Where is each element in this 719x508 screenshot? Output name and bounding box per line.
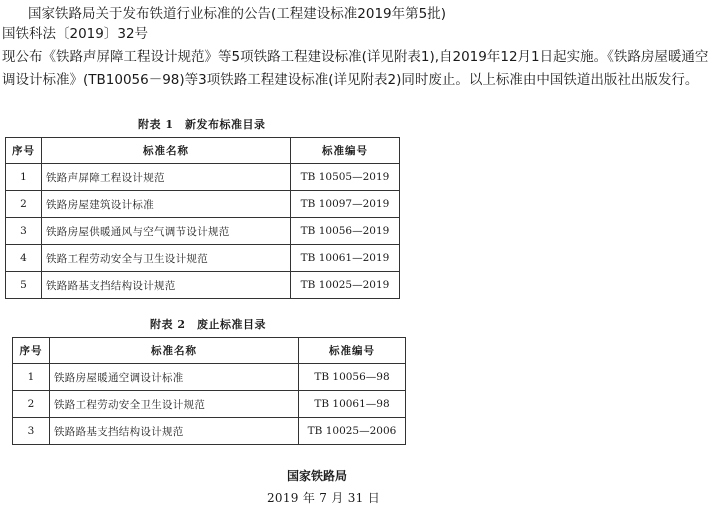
issue-date: 2019 年 7 月 31 日 — [267, 491, 381, 505]
page-title: 国家铁路局关于发布铁道行业标准的公告(工程建设标准2019年第5批) — [28, 6, 446, 22]
table-row — [13, 391, 406, 418]
row-code: TB 10056—2019 — [291, 218, 400, 245]
row-code: TB 10025—2019 — [291, 272, 400, 299]
header-code: 标准编号 — [299, 338, 406, 364]
row-name: 铁路工程劳动安全与卫生设计规范 — [42, 245, 291, 272]
table-header-row — [6, 138, 400, 164]
header-no: 序号 — [13, 338, 50, 364]
new-standards-table — [5, 137, 400, 299]
row-name: 铁路路基支挡结构设计规范 — [50, 418, 299, 445]
table-row — [6, 218, 400, 245]
announcement-paragraph: 现公布《铁路声屏障工程设计规范》等5项铁路工程建设标准(详见附表1),自2019年12月1日起实施。《铁路房屋暖通空调设计标准》(TB10056－98)等3项铁路工程建设标准(详见附表2)同时废止。以上标准由中国铁道出版社出版发行。 — [2, 49, 709, 88]
row-no: 3 — [13, 418, 50, 445]
header-code: 标准编号 — [291, 138, 400, 164]
table-row — [6, 245, 400, 272]
row-name: 铁路路基支挡结构设计规范 — [42, 272, 291, 299]
issuer-name: 国家铁路局 — [287, 469, 348, 483]
table1-caption: 附表 1 新发布标准目录 — [138, 118, 266, 131]
row-name: 铁路房屋供暖通风与空气调节设计规范 — [42, 218, 291, 245]
row-no: 2 — [6, 191, 42, 218]
row-no: 2 — [13, 391, 50, 418]
row-name: 铁路房屋暖通空调设计标准 — [50, 364, 299, 391]
document-number: 国铁科法〔2019〕32号 — [2, 26, 149, 42]
row-code: TB 10025—2006 — [299, 418, 406, 445]
row-no: 4 — [6, 245, 42, 272]
table-header-row — [13, 338, 406, 364]
row-code: TB 10097—2019 — [291, 191, 400, 218]
header-name: 标准名称 — [42, 138, 291, 164]
table-row — [6, 272, 400, 299]
row-no: 1 — [6, 164, 42, 191]
row-code: TB 10505—2019 — [291, 164, 400, 191]
row-name: 铁路工程劳动安全卫生设计规范 — [50, 391, 299, 418]
row-no: 5 — [6, 272, 42, 299]
row-code: TB 10061—98 — [299, 391, 406, 418]
table-row — [13, 418, 406, 445]
abolished-standards-table — [12, 337, 406, 445]
header-no: 序号 — [6, 138, 42, 164]
header-name: 标准名称 — [50, 338, 299, 364]
table-row — [6, 164, 400, 191]
row-name: 铁路声屏障工程设计规范 — [42, 164, 291, 191]
row-no: 1 — [13, 364, 50, 391]
row-no: 3 — [6, 218, 42, 245]
row-code: TB 10056—98 — [299, 364, 406, 391]
table-row — [6, 191, 400, 218]
table-row — [13, 364, 406, 391]
table2-caption: 附表 2 废止标准目录 — [150, 318, 266, 331]
row-code: TB 10061—2019 — [291, 245, 400, 272]
row-name: 铁路房屋建筑设计标准 — [42, 191, 291, 218]
